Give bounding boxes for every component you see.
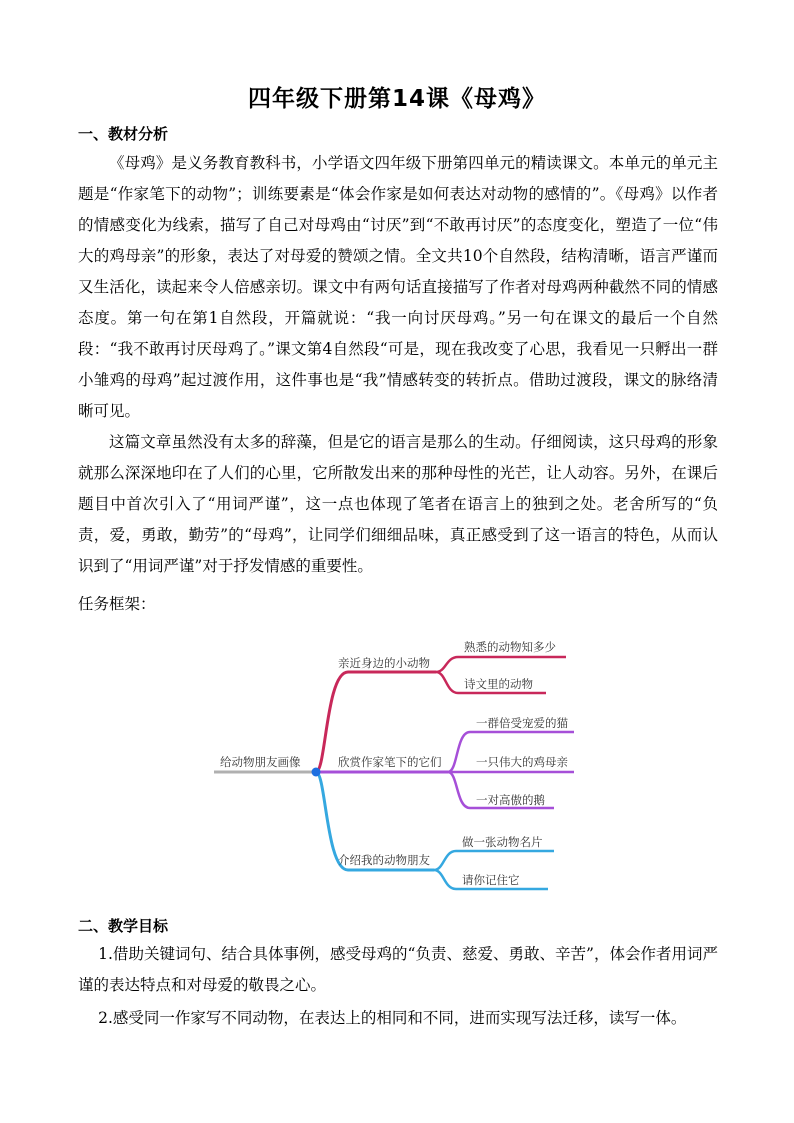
- goal-item-2: 2.感受同一作家写不同动物，在表达上的相同和不同，进而实现写法迁移，读写一体。: [98, 1009, 687, 1027]
- branch-2-child-1-label: 一群倍受宠爱的猫: [476, 716, 568, 730]
- framework-label: 任务框架：: [78, 595, 156, 613]
- analysis-paragraph-2: 这篇文章虽然没有太多的辞藻，但是它的语言是那么的生动。仔细阅读，这只母鸡的形象就那么深深地印在了人们的心里，它所散发出来的那种母性的光芒，让人动容。另外，在课后题目中首次引入了“用词严谨”，这一点也体现了笔者在语言上的独到之处。老舍所写的“负责，爱，勇敢，勤劳”的“母鸡”，让同学们细细品味，真正感受到了这一语言的特色，从而认识到了“用词严谨”对于抒发情感的重要性。: [78, 433, 718, 575]
- analysis-paragraph-1: 《母鸡》是义务教育教科书，小学语文四年级下册第四单元的精读课文。本单元的单元主题是“作家笔下的动物”；训练要素是“体会作家是如何表达对动物的感情的”。《母鸡》以作者的情感变化为线索，描写了自己对母鸡由“讨厌”到“不敢再讨厌”的态度变化，塑造了一位“伟大的鸡母亲”的形象，表达了对母爱的赞颂之情。全文共10个自然段，结构清晰，语言严谨而又生活化，读起来令人倍感亲切。课文中有两句话直接描写了作者对母鸡两种截然不同的情感态度。第一句在第1自然段，开篇就说：“我一向讨厌母鸡。”另一句在课文的最后一个自然段：“我不敢再讨厌母鸡了。”课文第4自然段“可是，现在我改变了心思，我看见一只孵出一群小雏鸡的母鸡”起过渡作用，这件事也是“我”情感转变的转折点。借助过渡段，课文的脉络清晰可见。: [78, 154, 718, 420]
- page-title: 四年级下册第14课《母鸡》: [247, 86, 546, 112]
- branch-3-label: 介绍我的动物朋友: [338, 853, 430, 867]
- branch-3-child-2-label: 请你记住它: [462, 873, 520, 887]
- section-heading-analysis: 一、教材分析: [78, 125, 169, 143]
- task-framework-mindmap: [208, 630, 588, 900]
- branch-3-child-1-label: 做一张动物名片: [462, 835, 543, 849]
- mindmap-branch-1: [316, 640, 566, 772]
- branch-2-label: 欣赏作家笔下的它们: [338, 755, 442, 769]
- branch-1-label: 亲近身边的小动物: [338, 656, 430, 670]
- branch-3-child-1-connector: [434, 851, 554, 870]
- branch-2-child-2-label: 一只伟大的鸡母亲: [476, 755, 568, 769]
- section-heading-goals: 二、教学目标: [78, 917, 169, 935]
- branch-2-child-3-label: 一对高傲的鹅: [476, 793, 545, 807]
- mindmap-branch-2: [316, 716, 574, 808]
- branch-1-child-2-label: 诗文里的动物: [464, 677, 533, 691]
- goal-item-1: 1.借助关键词句、结合具体事例，感受母鸡的“负责、慈爱、勇敢、辛苦”，体会作者用词严谨的表达特点和对母爱的敬畏之心。: [78, 945, 718, 994]
- mindmap-root-node: [312, 768, 321, 777]
- branch-1-child-1-connector: [436, 657, 566, 672]
- branch-1-child-1-label: 熟悉的动物知多少: [464, 640, 556, 654]
- mindmap-branch-3: [316, 772, 554, 889]
- mindmap-root-label: 给动物朋友画像: [220, 755, 301, 769]
